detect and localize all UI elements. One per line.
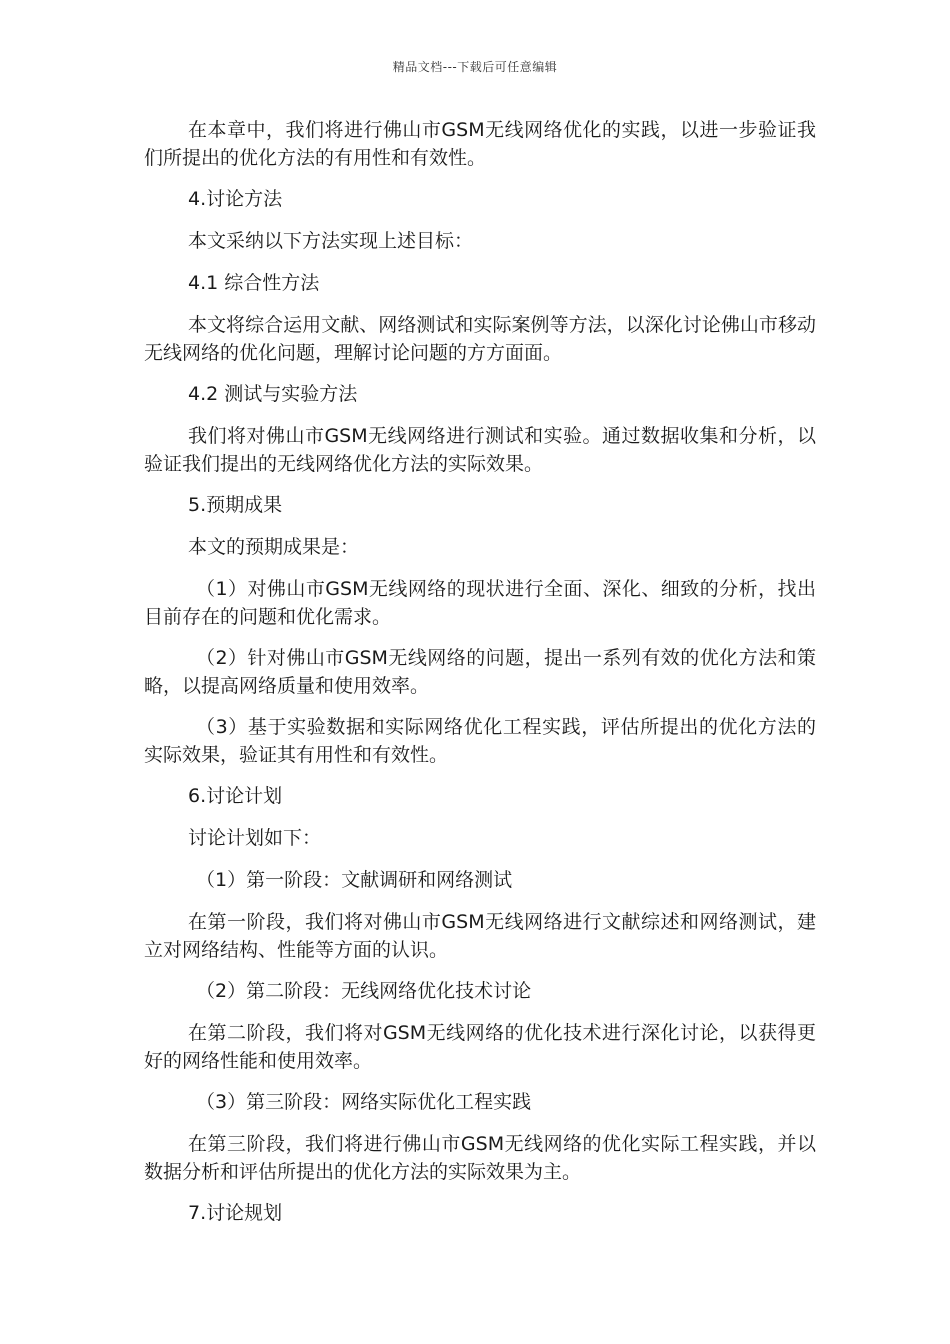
heading-comprehensive-method: 4.1 综合性方法 (188, 272, 320, 294)
paragraph-test-method: 我们将对佛山市GSM无线网络进行测试和实验。通过数据收集和分析，以验证我们提出的无线网络优化方法的实际效果。 (144, 425, 816, 475)
list-item-phase-3: （3）第三阶段：网络实际优化工程实践 (196, 1091, 532, 1113)
paragraph-phase-1: 在第一阶段，我们将对佛山市GSM无线网络进行文献综述和网络测试，建立对网络结构、性能等方面的认识。 (144, 911, 816, 961)
heading-test-method: 4.2 测试与实验方法 (188, 383, 358, 405)
heading-discussion-planning: 7.讨论规划 (188, 1202, 283, 1224)
page-header: 精品文档---下载后可任意编辑 (392, 60, 558, 74)
heading-discussion-method: 4.讨论方法 (188, 188, 283, 210)
paragraph-method-lead: 本文采纳以下方法实现上述目标： (188, 230, 474, 252)
list-item-result-3: （3）基于实验数据和实际网络优化工程实践，评估所提出的优化方法的实际效果，验证其有用性和有效性。 (144, 716, 816, 766)
paragraph-expected-lead: 本文的预期成果是： (188, 536, 360, 558)
list-item-phase-2: （2）第二阶段：无线网络优化技术讨论 (196, 980, 532, 1002)
heading-discussion-plan: 6.讨论计划 (188, 785, 283, 807)
paragraph-intro: 在本章中，我们将进行佛山市GSM无线网络优化的实践，以进一步验证我们所提出的优化方法的有用性和有效性。 (144, 119, 816, 169)
list-item-phase-1: （1）第一阶段：文献调研和网络测试 (196, 869, 513, 891)
heading-expected-results: 5.预期成果 (188, 494, 283, 516)
paragraph-comprehensive-method: 本文将综合运用文献、网络测试和实际案例等方法，以深化讨论佛山市移动无线网络的优化问题，理解讨论问题的方方面面。 (144, 314, 816, 364)
paragraph-plan-lead: 讨论计划如下： (188, 827, 322, 849)
paragraph-phase-2: 在第二阶段，我们将对GSM无线网络的优化技术进行深化讨论，以获得更好的网络性能和使用效率。 (144, 1022, 816, 1072)
list-item-result-1: （1）对佛山市GSM无线网络的现状进行全面、深化、细致的分析，找出目前存在的问题和优化需求。 (144, 578, 816, 628)
paragraph-phase-3: 在第三阶段，我们将进行佛山市GSM无线网络的优化实际工程实践，并以数据分析和评估所提出的优化方法的实际效果为主。 (144, 1133, 816, 1183)
list-item-result-2: （2）针对佛山市GSM无线网络的问题，提出一系列有效的优化方法和策略，以提高网络质量和使用效率。 (144, 647, 816, 697)
document-body (144, 116, 816, 1241)
